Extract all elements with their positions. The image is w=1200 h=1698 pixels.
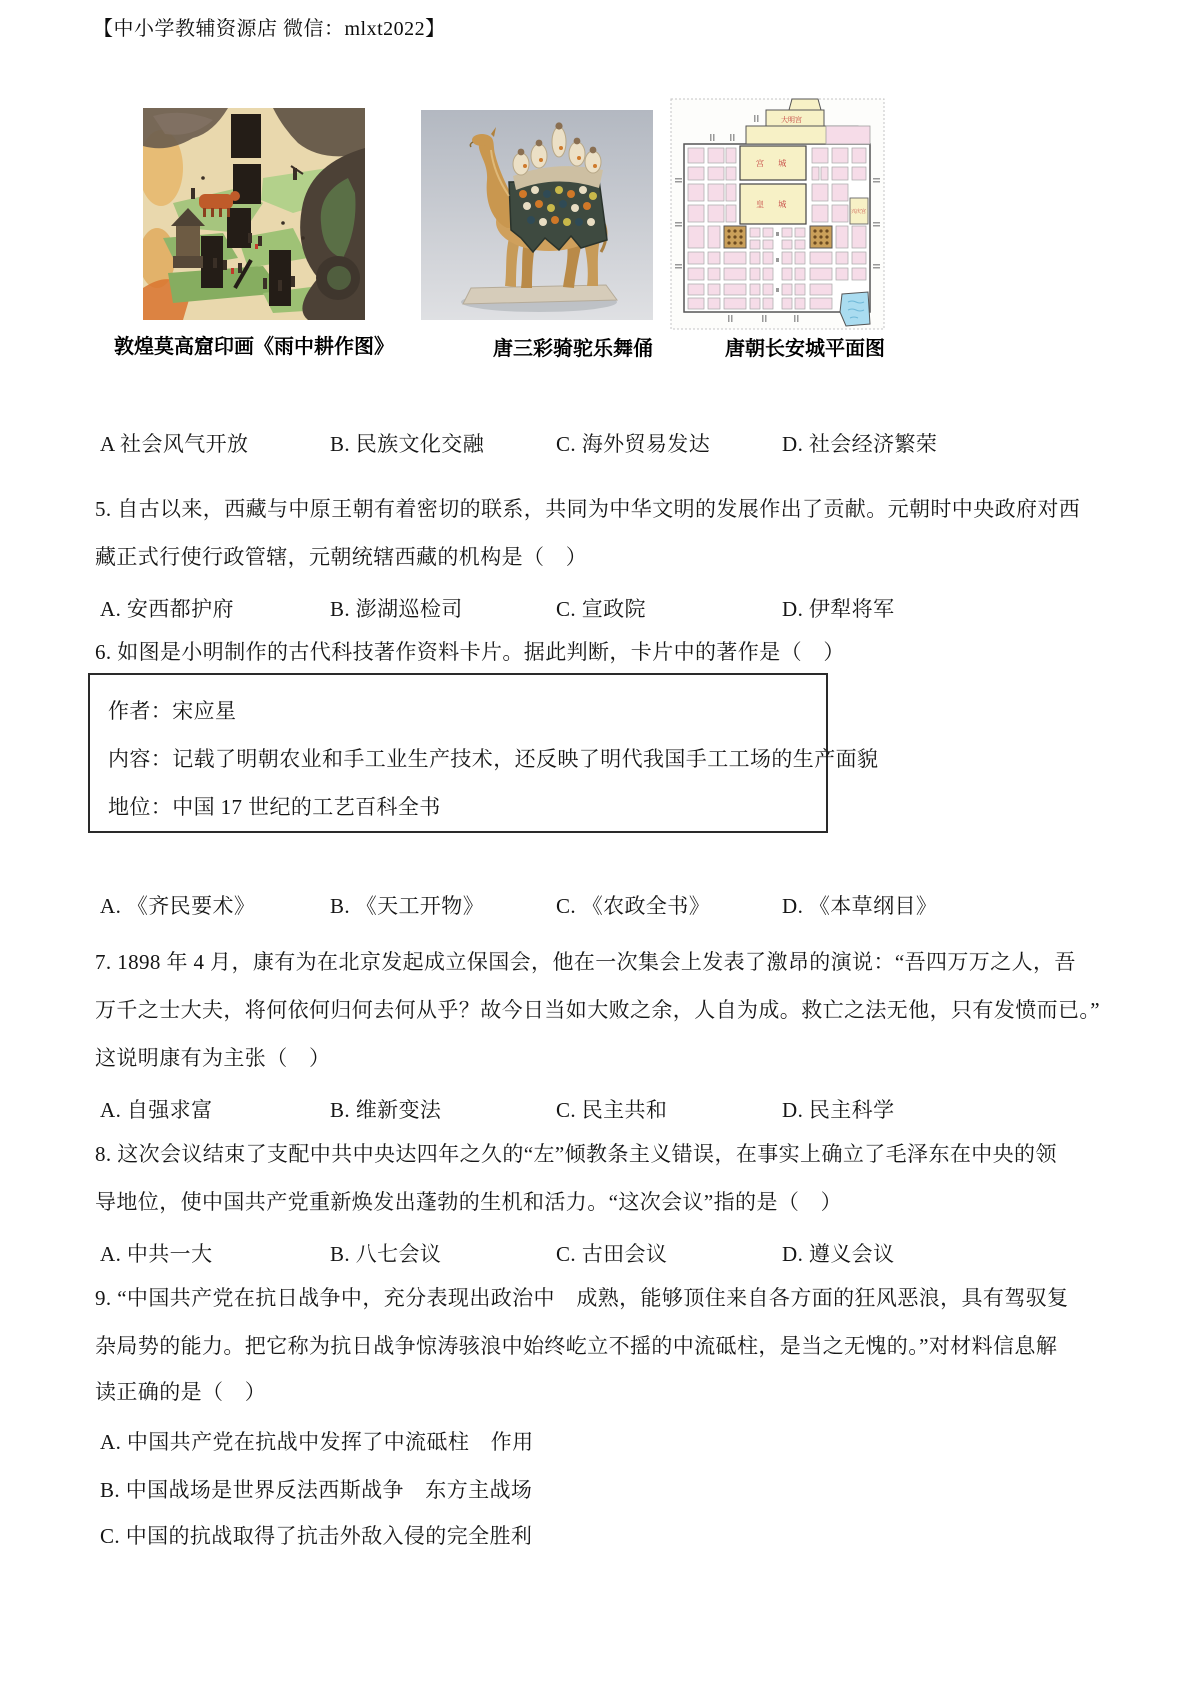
- q9-line-1: 9. “中国共产党在抗日战争中，充分表现出政治中 成熟，能够顶住来自各方面的狂风恶浪，具有驾驭复: [95, 1286, 1069, 1310]
- q9-line-3: 读正确的是（ ）: [95, 1380, 267, 1404]
- q5-line-1: 5. 自古以来，西藏与中原王朝有着密切的联系，共同为中华文明的发展作出了贡献。元朝时中央政府对西: [95, 497, 1081, 521]
- figure-caption-map: 唐朝长安城平面图: [725, 338, 885, 360]
- q4-option-c: C. 海外贸易发达: [556, 432, 711, 456]
- camel-image: [421, 110, 653, 320]
- q4-option-a: A 社会风气开放: [100, 432, 249, 456]
- map-label-daminggong: 大明宫: [781, 117, 802, 124]
- q8-option-a: A. 中共一大: [100, 1242, 213, 1266]
- mural-image: [143, 108, 365, 320]
- figure-sancai-camel: [421, 110, 653, 361]
- q5-option-a: A. 安西都护府: [100, 597, 234, 621]
- q7-line-3: 这说明康有为主张（ ）: [95, 1046, 331, 1070]
- q7-line-1: 7. 1898 年 4 月，康有为在北京发起成立保国会，他在一次集会上发表了激昂的演说：“吾四万万之人，吾: [95, 950, 1076, 974]
- q6-stem: 6. 如图是小明制作的古代科技著作资料卡片。据此判断，卡片中的著作是（ ）: [95, 640, 845, 664]
- q8-option-c: C. 古田会议: [556, 1242, 668, 1266]
- q5-line-2: 藏正式行使行政管辖，元朝统辖西藏的机构是（ ）: [95, 545, 588, 569]
- map-label-huangcheng: 皇 城: [756, 200, 793, 209]
- q9-option-a: A. 中国共产党在抗战中发挥了中流砥柱 作用: [100, 1430, 534, 1454]
- card-status-line: 地位：中国 17 世纪的工艺百科全书: [108, 795, 441, 819]
- q5-option-b: B. 澎湖巡检司: [330, 597, 463, 621]
- q7-option-c: C. 民主共和: [556, 1098, 668, 1122]
- q7-option-a: A. 自强求富: [100, 1098, 213, 1122]
- west-market-pattern: [727, 229, 742, 244]
- map-label-gongcheng: 宫 城: [756, 159, 793, 168]
- q6-option-c: C. 《农政全书》: [556, 894, 711, 918]
- east-market-pattern: [813, 229, 828, 244]
- q4-option-d: D. 社会经济繁荣: [782, 432, 938, 456]
- q6-options-row: [0, 890, 1200, 916]
- q6-info-card: [88, 673, 879, 833]
- q7-options-row: [0, 1094, 1200, 1120]
- q8-options-row: [0, 1238, 1200, 1264]
- q6-option-b: B. 《天工开物》: [330, 894, 485, 918]
- q5-options-row: [0, 593, 1200, 619]
- card-content-line: 内容：记载了明朝农业和手工业生产技术，还反映了明代我国手工工场的生产面貌: [108, 747, 879, 771]
- figure-dunhuang-mural: [114, 108, 394, 359]
- q7-option-b: B. 维新变法: [330, 1098, 442, 1122]
- q5-option-c: C. 宣政院: [556, 597, 646, 621]
- shop-watermark: 【中小学教辅资源店 微信：mlxt2022】: [93, 18, 446, 40]
- card-author-line: 作者：宋应星: [108, 699, 237, 723]
- q6-option-d: D. 《本草纲目》: [782, 894, 938, 918]
- q7-line-2: 万千之士大夫，将何依何归何去何从乎？故今日当如大败之余，人自为成。救亡之法无他，只有发愤而已。”: [95, 998, 1101, 1022]
- q8-option-b: B. 八七会议: [330, 1242, 442, 1266]
- figure-changan-map: [670, 98, 885, 361]
- figure-caption-mural: 敦煌莫高窟印画《雨中耕作图》: [114, 336, 394, 358]
- q4-options-row: [0, 428, 1200, 454]
- q8-line-2: 导地位，使中国共产党重新焕发出蓬勃的生机和活力。“这次会议”指的是（ ）: [95, 1190, 843, 1214]
- q4-option-b: B. 民族文化交融: [330, 432, 485, 456]
- q7-option-d: D. 民主科学: [782, 1098, 895, 1122]
- q9-option-c: C. 中国的抗战取得了抗击外敌入侵的完全胜利: [100, 1524, 533, 1548]
- map-label-xingqinggong: 兴庆宫: [851, 209, 867, 215]
- q8-line-1: 8. 这次会议结束了支配中共中央达四年之久的“左”倾教条主义错误，在事实上确立了毛泽东在中央的领: [95, 1142, 1057, 1166]
- q9-line-2: 杂局势的能力。把它称为抗日战争惊涛骇浪中始终屹立不摇的中流砥柱，是当之无愧的。”对材料信息解: [95, 1334, 1058, 1358]
- changan-map-image: [670, 98, 885, 330]
- q5-option-d: D. 伊犁将军: [782, 597, 895, 621]
- figure-caption-camel: 唐三彩骑驼乐舞俑: [493, 338, 653, 360]
- q6-option-a: A. 《齐民要术》: [100, 894, 256, 918]
- q9-option-b: B. 中国战场是世界反法西斯战争 东方主战场: [100, 1478, 533, 1502]
- q8-option-d: D. 遵义会议: [782, 1242, 895, 1266]
